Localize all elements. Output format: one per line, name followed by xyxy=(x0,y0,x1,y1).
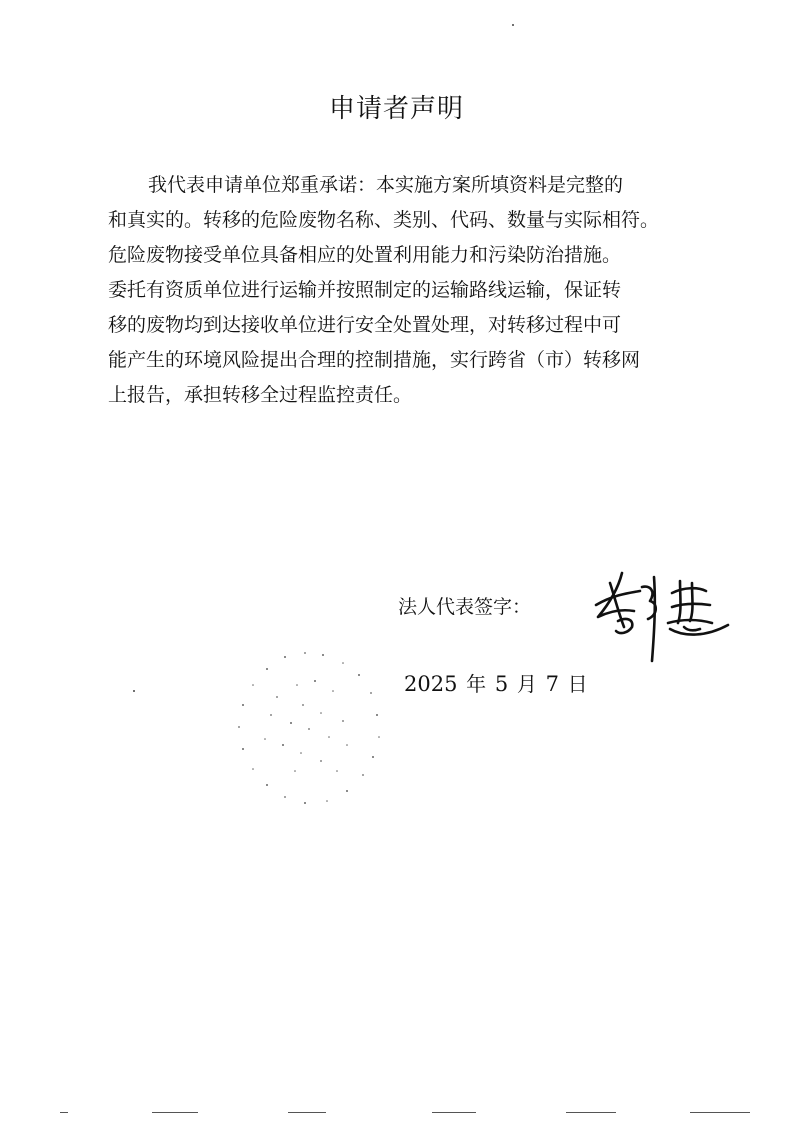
paragraph-line: 危险废物接受单位具备相应的处置利用能力和污染防治措施。 xyxy=(108,244,622,266)
paragraph-line: 和真实的。转移的危险废物名称、类别、代码、数量与实际相符。 xyxy=(108,209,660,231)
scan-edge-mark xyxy=(566,1112,616,1113)
faded-seal-stamp xyxy=(225,645,395,815)
scan-edge-mark xyxy=(690,1112,750,1113)
scan-edge-mark xyxy=(288,1112,326,1113)
scan-speck xyxy=(133,690,135,692)
date-month-unit: 月 xyxy=(516,672,537,696)
date-year-unit: 年 xyxy=(466,672,487,696)
declaration-paragraph xyxy=(108,168,698,413)
paragraph-line: 我代表申请单位郑重承诺：本实施方案所填资料是完整的 xyxy=(148,174,624,196)
date-day: 7 xyxy=(545,672,559,696)
handwritten-signature xyxy=(588,565,733,665)
date-day-unit: 日 xyxy=(567,672,588,696)
scan-edge-mark xyxy=(432,1112,476,1113)
declaration-date xyxy=(404,668,588,697)
document-title: 申请者声明 xyxy=(328,94,464,124)
paragraph-line: 能产生的环境风险提出合理的控制措施，实行跨省（市）转移网 xyxy=(108,349,641,371)
scan-speck xyxy=(512,24,514,26)
signature-label: 法人代表签字： xyxy=(398,596,532,618)
date-year: 2025 xyxy=(404,672,458,696)
paragraph-line: 上报告，承担转移全过程监控责任。 xyxy=(108,384,413,406)
paragraph-line: 委托有资质单位进行运输并按照制定的运输路线运输，保证转 xyxy=(108,279,622,301)
scan-edge-mark xyxy=(152,1112,198,1113)
scan-edge-mark xyxy=(60,1112,68,1113)
date-month: 5 xyxy=(494,672,509,696)
paragraph-line: 移的废物均到达接收单位进行安全处置处理，对转移过程中可 xyxy=(108,314,622,336)
